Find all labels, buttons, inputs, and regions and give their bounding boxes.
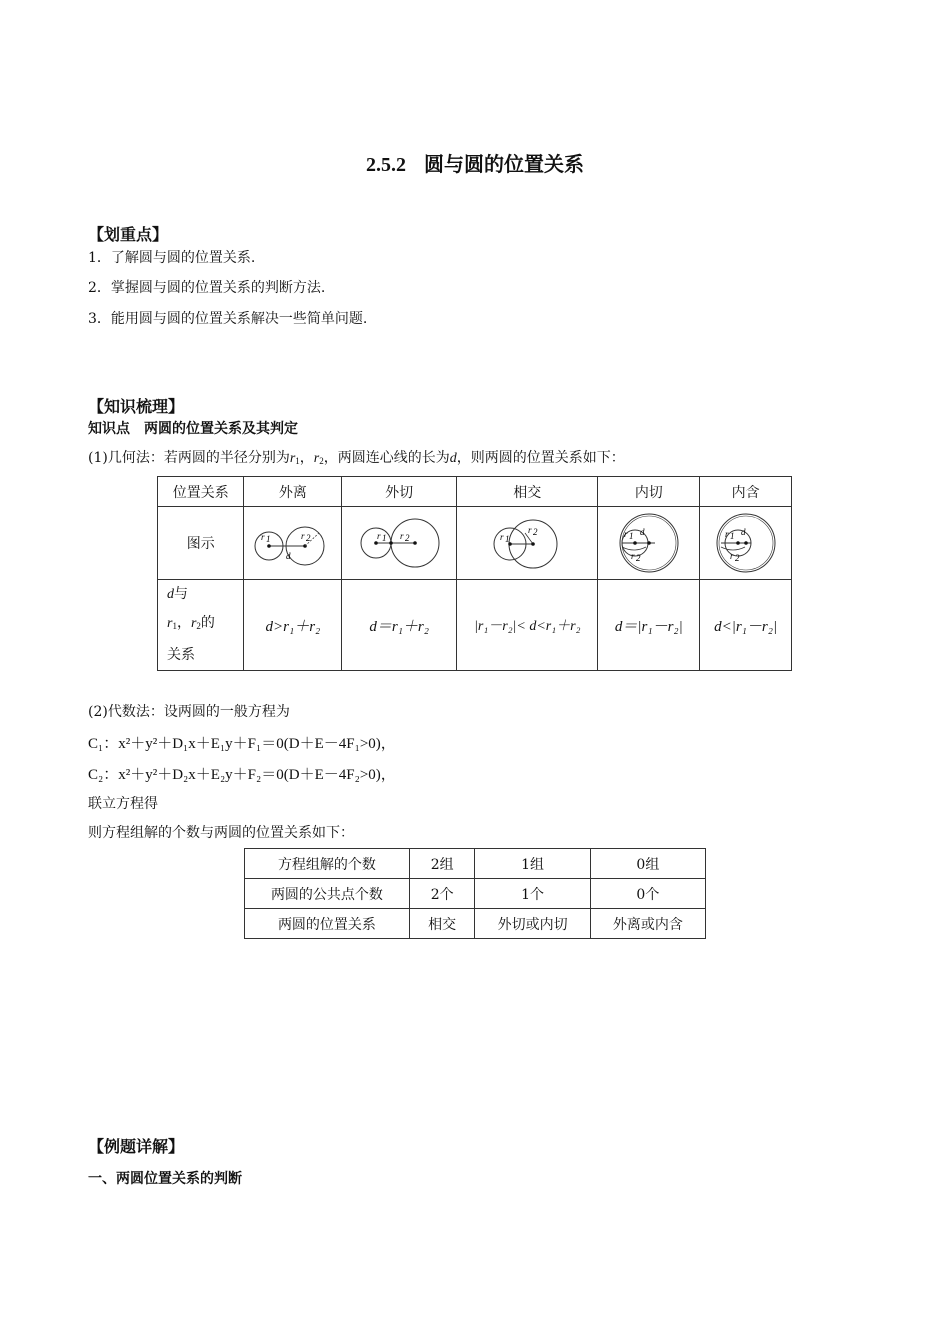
- table-header-cell: 外切: [342, 477, 457, 507]
- figure-contain: [700, 507, 792, 580]
- figure-label: 图示: [158, 507, 244, 580]
- table-cell: 1个: [475, 879, 590, 909]
- svg-text:2: 2: [635, 553, 641, 563]
- focus-item: 3．能用圆与圆的位置关系解决一些简单问题.: [88, 311, 368, 327]
- focus-item: 2．掌握圆与圆的位置关系的判断方法.: [88, 280, 326, 296]
- figure-external-tangent: [342, 507, 457, 580]
- relation-intersect: |r₁－r₂|< d<r₁＋r₂: [457, 580, 598, 671]
- table-cell: 外离或内含: [590, 909, 705, 939]
- svg-text:1: 1: [729, 531, 735, 541]
- table-cell: 2组: [409, 849, 475, 879]
- internal-tangent-diagram: [614, 511, 684, 575]
- focus-item: 1．了解圆与圆的位置关系.: [88, 250, 256, 266]
- svg-text:2: 2: [405, 533, 410, 543]
- svg-text:r: r: [528, 525, 532, 535]
- page-title: [0, 148, 950, 177]
- relation-contain: d<|r₁－r₂|: [700, 580, 792, 671]
- table-cell: 两圆的公共点个数: [245, 879, 410, 909]
- circle-equation-c2: C₂：x²＋y²＋D₂x＋E₂y＋F₂＝0(D＋E－4F₂>0)，: [88, 767, 396, 783]
- svg-text:r: r: [729, 551, 734, 561]
- relation-external-tangent: d＝r₁＋r₂: [342, 580, 457, 671]
- svg-text:r: r: [260, 532, 265, 542]
- svg-text:1: 1: [265, 534, 271, 544]
- title-text: 圆与圆的位置关系: [424, 152, 584, 176]
- figure-intersect: [457, 507, 598, 580]
- title-number: 2.5.2: [366, 154, 406, 176]
- relation-label: d与 $r_1$，$r_2$的 关系: [158, 580, 244, 671]
- figure-separate: [244, 507, 342, 580]
- solution-count-table: [244, 848, 706, 939]
- relation-separate: d>r₁＋r₂: [244, 580, 342, 671]
- svg-text:r: r: [724, 529, 729, 539]
- examples-subheading: 一、两圆位置关系的判断: [88, 1171, 242, 1187]
- svg-text:1: 1: [505, 534, 510, 544]
- geometric-method-intro: (1)几何法：若两圆的半径分别为$r_1$，$r_2$，两圆连心线的长为d，则两圆的位置关系如下：: [88, 450, 625, 466]
- algebraic-method-intro: (2)代数法：设两圆的一般方程为: [88, 704, 290, 720]
- table-header-cell: 内切: [598, 477, 700, 507]
- examples-heading: 【例题详解】: [88, 1137, 185, 1156]
- table-cell: 0个: [590, 879, 705, 909]
- svg-text:r: r: [500, 532, 504, 542]
- knowledge-point: 知识点 两圆的位置关系及其判定: [88, 421, 298, 437]
- table-header-cell: 外离: [244, 477, 342, 507]
- svg-text:d: d: [285, 551, 291, 561]
- intersecting-circles-diagram: [487, 513, 567, 573]
- svg-text:d: d: [740, 527, 746, 537]
- svg-text:d: d: [639, 527, 645, 537]
- focus-heading: 【划重点】: [88, 225, 169, 244]
- table-header-cell: 内含: [700, 477, 792, 507]
- svg-text:r: r: [377, 531, 381, 541]
- svg-text:r: r: [400, 531, 404, 541]
- svg-text:2: 2: [305, 533, 311, 543]
- table-cell: 2个: [409, 879, 475, 909]
- table-cell: 相交: [409, 909, 475, 939]
- knowledge-heading: 【知识梳理】: [88, 397, 185, 416]
- external-tangent-diagram: [356, 513, 442, 573]
- circle-equation-c1: C₁：x²＋y²＋D₁x＋E₁y＋F₁＝0(D＋E－4F₁>0)，: [88, 736, 396, 752]
- figure-internal-tangent: [598, 507, 700, 580]
- contained-circles-diagram: [711, 511, 781, 575]
- position-relation-table: [157, 476, 792, 671]
- svg-text:r: r: [623, 529, 628, 539]
- svg-text:2: 2: [533, 527, 538, 537]
- svg-text:r: r: [630, 551, 635, 561]
- separate-circles-diagram: [253, 513, 333, 573]
- svg-text:2: 2: [734, 553, 740, 563]
- table-cell: 两圆的位置关系: [245, 909, 410, 939]
- svg-text:1: 1: [628, 531, 634, 541]
- table-cell: 方程组解的个数: [245, 849, 410, 879]
- table2-intro: 则方程组解的个数与两圆的位置关系如下：: [88, 825, 354, 841]
- table-header-cell: 相交: [457, 477, 598, 507]
- table-cell: 0组: [590, 849, 705, 879]
- svg-text:r: r: [300, 531, 305, 541]
- table-cell: 1组: [475, 849, 590, 879]
- combine-equations: 联立方程得: [88, 796, 158, 812]
- relation-internal-tangent: d＝|r₁－r₂|: [598, 580, 700, 671]
- table-header-cell: 位置关系: [158, 477, 244, 507]
- table-cell: 外切或内切: [475, 909, 590, 939]
- svg-text:1: 1: [382, 533, 387, 543]
